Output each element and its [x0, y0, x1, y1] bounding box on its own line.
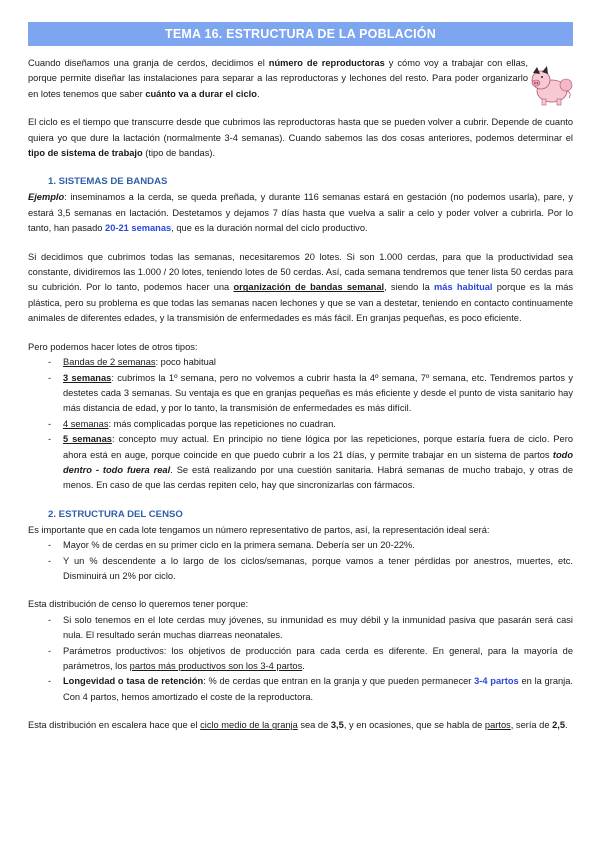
- list-item: - Mayor % de cerdas en su primer ciclo en la primera semana. Debería ser un 20-22%.: [48, 540, 415, 551]
- bandas-list: [28, 355, 573, 494]
- distribucion-paragraph: Esta distribución de censo lo queremos tener porque:: [28, 599, 249, 610]
- list-item: - Y un % descendente a lo largo de los ciclos/semanas, porque vamos a tener pérdidas por anestros, muertes, etc. Disminuirá un 2% por ciclo.: [48, 555, 573, 581]
- razones-list: [28, 613, 573, 705]
- pig-illustration-icon: [528, 63, 574, 107]
- list-item: - 4 semanas: más complicadas porque las repeticiones no cuadran.: [48, 418, 336, 429]
- list-item: - Bandas de 2 semanas: poco habitual: [48, 357, 216, 368]
- list-item: - Parámetros productivos: los objetivos de producción para cada cerda es diferente. En general, para la mayoría de parámetros, los partos más productivos son los 3-4 partos.: [48, 645, 573, 671]
- escalera-paragraph: Esta distribución en escalera hace que el ciclo medio de la granja sea de 3,5, y en ocasiones, que se habla de partos, sería de 2,5.: [28, 720, 568, 731]
- intro-paragraph: Cuando diseñamos una granja de cerdos, decidimos el número de reproductoras y cómo voy a trabajar con ellas, porque permite diseñar las instalaciones para separar a las reproductoras y lechones del resto. Para poder organizarlo en lotes tenemos que saber cuánto va a durar el ciclo.: [28, 58, 528, 99]
- section-heading-censo: 2. ESTRUCTURA DEL CENSO: [48, 508, 183, 520]
- censo-list: [28, 538, 573, 584]
- section-heading-bandas: 1. SISTEMAS DE BANDAS: [48, 176, 168, 188]
- list-item: - 5 semanas: concepto muy actual. En principio no tiene lógica por las repeticiones, porque estaría fuera de ciclo. Pero ahora está en auge, porque coincide en que puedo cubrir a los 21 días, y permite trabajar en un sistema de partos todo dentro - todo fuera real. Se está realizando por una cuestión sanitaria. Habrá semanas de mucho trabajo, y otras de menos. En caso de que las cerdas repiten celo, hay que sincronizarlas con fármacos.: [48, 434, 573, 491]
- list-item: - 3 semanas: cubrimos la 1º semana, pero no volvemos a cubrir hasta la 4º semana, 7º semana, etc. Tendremos partos y destetes cada 3 semanas. Su ventaja es que en granjas pequeñas es más eficiente y desde el punto de vista sanitario hay más distancia de edad, y por lo tanto, la transmisión de enfermedades es más difícil.: [48, 372, 574, 414]
- list-item: - Si solo tenemos en el lote cerdas muy jóvenes, su inmunidad es muy débil y la inmunidad pasiva que pasarán será casi nula. El resultado serán muchas diarreas neonatales.: [48, 614, 573, 641]
- list-item: - Longevidad o tasa de retención: % de cerdas que entran en la granja y que pueden permanecer 3-4 partos en la granja. Con 4 partos, hemos amortizado el coste de la reproductora.: [48, 676, 573, 702]
- censo-paragraph: Es importante que en cada lote tengamos un número representativo de partos, así, la representación ideal será:: [28, 524, 490, 535]
- otros-tipos-paragraph: Pero podemos hacer lotes de otros tipos:: [28, 341, 198, 352]
- ejemplo-paragraph: Ejemplo: inseminamos a la cerda, se queda preñada, y durante 116 semanas estará en gestación (no podemos usarla), pare, y estará 3,5 semanas en lactación. Destetamos y dejamos 7 días hasta que vuelva a salir a celo y poder volver a cubrirla. Por lo tanto, han pasado 20-21 semanas, que es la duración normal del ciclo productivo.: [28, 192, 573, 234]
- document-page: [28, 22, 573, 734]
- lotes-paragraph: Si decidimos que cubrimos todas las semanas, necesitaremos 20 lotes. Si son 1.000 cerdas, para que la productividad sea constante, dividiremos las 1.000 / 20 lotes, teniendo lotes de 50 cerdas. Así, cada semana tendremos que tener lista 50 cerdas para su cubrición. Por lo tanto, podemos hacer una organización de bandas semanal, siendo la más habitual porque es la más plástica, pero su problema es que todas las semanas nacen lechones y que se van a destetar, teniendo en contacto continuamente animales de diferentes edades, y la transmisión de enfermedades es más fácil. En granjas pequeñas, es poco eficiente.: [28, 251, 574, 324]
- ciclo-paragraph: El ciclo es el tiempo que transcurre desde que cubrimos las reproductoras hasta que se pueden volver a cubrir. Depende de cuanto quiera yo que dure la lactación (normalmente 3-4 semanas). Cuando sabemos las dos cosas anteriores, podemos determinar el tipo de sistema de trabajo (tipo de bandas).: [28, 117, 573, 159]
- page-title: TEMA 16. ESTRUCTURA DE LA POBLACIÓN: [28, 22, 573, 46]
